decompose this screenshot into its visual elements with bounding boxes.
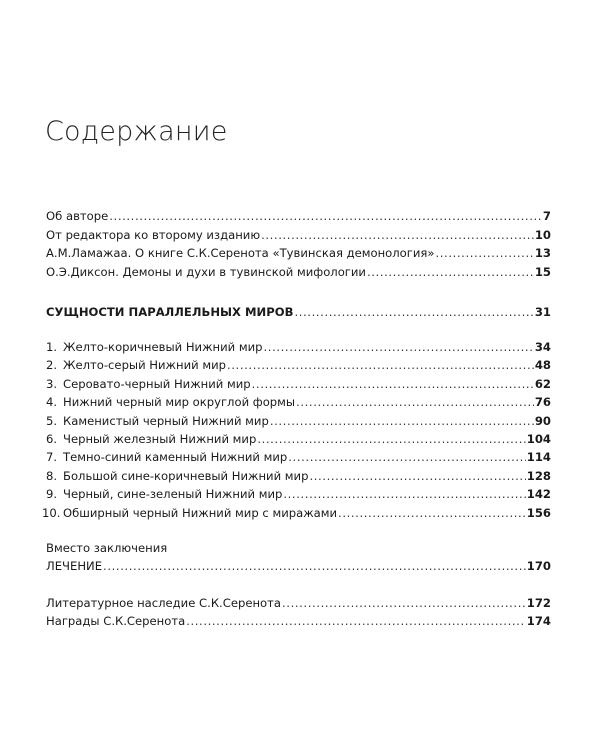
entry-title [46,375,252,393]
dot-leader [435,244,533,262]
page-number: 13 [534,246,551,260]
entry-title [46,338,264,356]
entry-title [46,448,288,466]
entry-label: Каменистый черный Нижний мир [63,413,269,428]
entry-label: Награды С.К.Серенота [46,614,186,628]
entry-title [46,467,309,485]
toc-entry[interactable] [46,263,551,281]
toc-entry[interactable] [46,226,551,244]
page-number: 15 [534,264,551,279]
page-number: 142 [526,487,551,502]
toc-entry[interactable] [46,244,551,262]
chapter-entry[interactable] [46,338,551,356]
entry-number: 5. [46,413,58,428]
chapter-entry[interactable] [46,448,551,466]
dot-leader [109,207,542,225]
entry-number: 9. [46,487,58,502]
page-number: 76 [534,395,551,410]
page-number: 62 [534,376,551,391]
entry-title [46,612,186,630]
entry-number: 3. [46,376,58,391]
toc-entry[interactable] [46,207,551,225]
entry-title [46,226,261,244]
dot-leader [270,412,534,430]
chapter-entry[interactable] [46,356,551,374]
page-number: 174 [526,614,551,628]
page-number: 156 [526,505,551,520]
page-number: 48 [534,358,551,373]
entry-number: 8. [46,468,58,483]
page-number: 128 [526,468,551,483]
dot-leader [257,430,525,448]
entry-label: А.М.Ламажаа. О книге С.К.Серенота «Тувинская демонология» [46,246,435,260]
entry-number: 10. [42,505,61,520]
entry-label: Об авторе [46,209,109,223]
entry-label: Литературное наследие С.К.Серенота [46,596,281,610]
entry-label: Серовато-черный Нижний мир [63,376,251,391]
dot-leader [309,467,525,485]
entry-label: Черный железный Нижний мир [63,432,257,446]
page-number: 10 [534,227,551,242]
chapter-entry[interactable] [46,393,551,411]
page-number: 172 [526,596,551,610]
page-number: 31 [534,305,551,319]
entry-title [46,430,257,448]
page-number: 170 [526,559,551,573]
entry-title [46,485,283,503]
entry-label: Нижний черный мир округлой формы [63,395,296,410]
entry-label: Желто-коричневый Нижний мир [63,340,263,354]
dot-leader [296,393,534,411]
dot-leader [338,504,526,522]
dot-leader [252,375,534,393]
entry-number: 6. [46,432,58,446]
entry-number: 4. [46,395,58,410]
page-number: 114 [526,450,551,465]
dot-leader [186,612,526,630]
entry-title [46,303,294,321]
entry-title [46,557,103,575]
entry-title [46,594,282,612]
chapter-entry[interactable] [46,467,551,485]
chapter-entry[interactable] [46,430,551,448]
entry-label: От редактора ко второму изданию [46,227,261,242]
dot-leader [367,263,534,281]
page-number: 7 [542,209,551,223]
entry-label: СУЩНОСТИ ПАРАЛЛЕЛЬНЫХ МИРОВ [46,305,294,319]
entry-label: ЛЕЧЕНИЕ [46,559,103,573]
page-number: 90 [534,413,551,428]
entry-title [46,244,435,262]
entry-title [46,263,367,281]
chapter-entry[interactable] [42,504,551,522]
dot-leader [288,448,526,466]
chapter-entry[interactable] [46,412,551,430]
dot-leader [227,356,534,374]
toc-entry[interactable] [46,594,551,612]
toc-entry[interactable] [46,612,551,630]
conclusion-caption: Вместо заключения [46,541,168,555]
entry-label: Обширный черный Нижний мир с миражами [63,505,338,520]
entry-title [46,412,270,430]
page-number: 104 [526,432,551,446]
conclusion-entry[interactable] [46,557,551,575]
section-heading[interactable] [46,303,551,321]
dot-leader [283,485,525,503]
dot-leader [103,557,526,575]
dot-leader [282,594,526,612]
dot-leader [294,303,533,321]
chapter-entry[interactable] [46,375,551,393]
entry-number: 1. [46,340,58,354]
entry-title [46,393,296,411]
page-number: 34 [534,340,551,354]
entry-label: Желто-серый Нижний мир [63,358,226,373]
entry-label: Черный, сине-зеленый Нижний мир [63,487,283,502]
entry-label: О.Э.Диксон. Демоны и духи в тувинской мифологии [46,264,366,279]
entry-label: Большой сине-коричневый Нижний мир [63,468,309,483]
chapter-entry[interactable] [46,485,551,503]
entry-title [42,504,338,522]
entry-number: 7. [46,450,58,465]
entry-number: 2. [46,358,58,373]
entry-title [46,356,227,374]
page-title: Содержание [45,116,228,147]
entry-title [46,207,109,225]
entry-label: Темно-синий каменный Нижний мир [63,450,288,465]
dot-leader [264,338,534,356]
dot-leader [261,226,534,244]
